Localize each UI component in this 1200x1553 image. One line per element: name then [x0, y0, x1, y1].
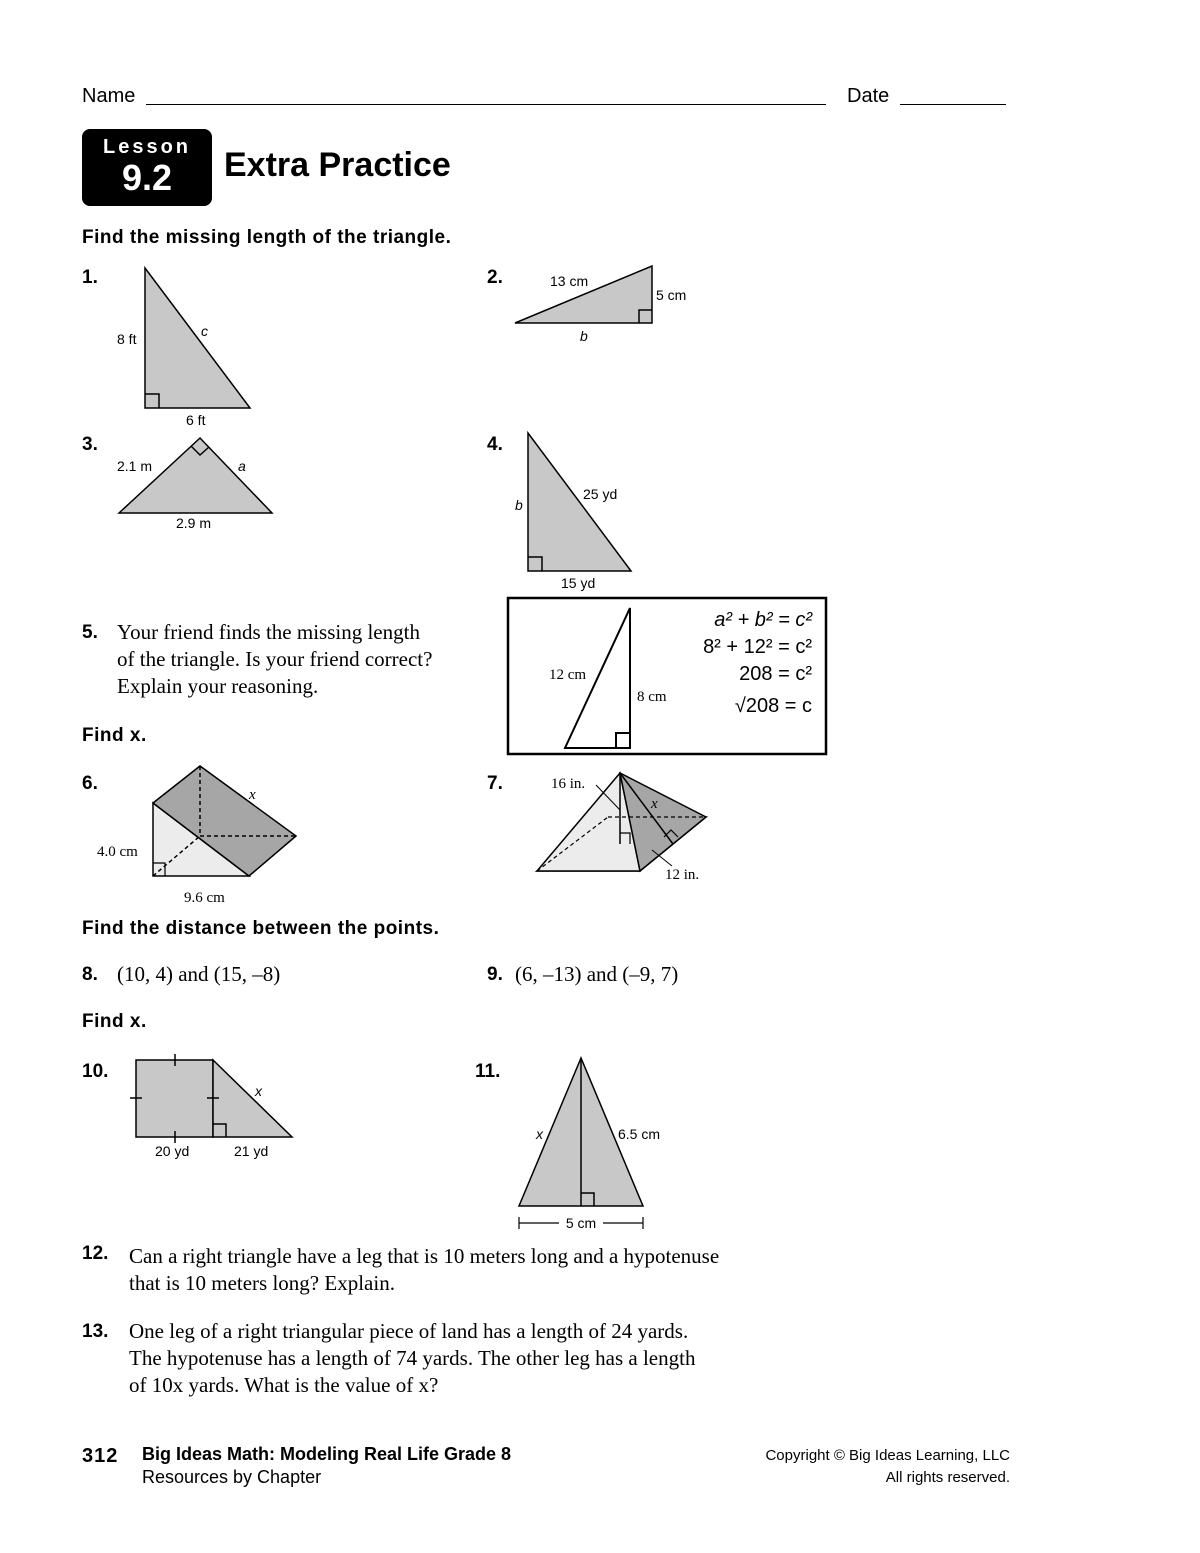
label-5cm: 5 cm — [656, 287, 687, 303]
label-8ft: 8 ft — [117, 331, 137, 347]
instruction-missing-length: Find the missing length of the triangle. — [82, 227, 452, 248]
problem-12-line: that is 10 meters long? Explain. — [129, 1271, 395, 1295]
problem-7-figure — [530, 765, 730, 890]
instruction-find-x: Find x. — [82, 725, 147, 746]
label-x: x — [249, 787, 256, 803]
problem-12-number: 12. — [82, 1243, 109, 1264]
name-label: Name — [82, 85, 136, 107]
instruction-distance: Find the distance between the points. — [82, 918, 440, 939]
problem-12-line: Can a right triangle have a leg that is 10 meters long and a hypotenuse — [129, 1244, 720, 1268]
label-15yd: 15 yd — [561, 575, 596, 591]
label-9-6cm: 9.6 cm — [184, 890, 225, 906]
label-6ft: 6 ft — [186, 412, 206, 428]
label-x: x — [651, 796, 658, 812]
triangle-shape — [213, 1060, 292, 1137]
label-4-0cm: 4.0 cm — [97, 844, 138, 860]
label-x: x — [536, 1126, 543, 1142]
label-c: c — [201, 323, 208, 339]
problem-11-number: 11. — [475, 1061, 501, 1082]
triangle-shape — [145, 268, 250, 408]
triangle-shape — [528, 433, 631, 571]
instruction-find-x: Find x. — [82, 1011, 147, 1032]
problem-2-figure — [505, 260, 705, 350]
book-subtitle: Resources by Chapter — [142, 1467, 322, 1487]
problem-13-line: of 10x yards. What is the value of x? — [129, 1373, 439, 1397]
label-12cm: 12 cm — [549, 667, 587, 683]
problem-4-number: 4. — [487, 434, 503, 455]
problem-13-number: 13. — [82, 1321, 109, 1342]
date-label: Date — [847, 85, 890, 107]
problem-8-text: (10, 4) and (15, –8) — [117, 962, 281, 986]
problem-13-line: One leg of a right triangular piece of land has a length of 24 yards. — [129, 1319, 689, 1343]
problem-10-figure — [125, 1050, 305, 1165]
label-8cm: 8 cm — [637, 689, 667, 705]
label-6-5cm: 6.5 cm — [618, 1126, 661, 1142]
page-title: Extra Practice — [224, 146, 451, 184]
problem-9-text: (6, –13) and (–9, 7) — [515, 962, 679, 986]
label-20yd: 20 yd — [155, 1143, 190, 1159]
lesson-badge — [82, 129, 212, 206]
copyright: Copyright © Big Ideas Learning, LLC — [765, 1447, 1010, 1464]
label-16in: 16 in. — [551, 776, 586, 792]
label-x: x — [255, 1083, 262, 1099]
problem-11-figure — [505, 1050, 675, 1235]
label-a: a — [238, 458, 246, 474]
problem-6-number: 6. — [82, 773, 98, 794]
label-b: b — [580, 328, 588, 344]
label-5cm: 5 cm — [565, 1215, 597, 1231]
book-title: Big Ideas Math: Modeling Real Life Grade 8 — [142, 1444, 512, 1464]
work-line-4: √208 = c — [734, 695, 812, 717]
triangle-shape — [119, 438, 272, 513]
problem-2-number: 2. — [487, 267, 503, 288]
label-b: b — [515, 497, 523, 513]
lesson-number: 9.2 — [121, 157, 173, 198]
name-line — [146, 104, 826, 105]
problem-5-line: of the triangle. Is your friend correct? — [117, 647, 433, 671]
lesson-label: Lesson — [102, 136, 192, 158]
square-shape — [136, 1060, 213, 1137]
problem-9-number: 9. — [487, 964, 503, 985]
problem-7-number: 7. — [487, 773, 503, 794]
rights-reserved: All rights reserved. — [885, 1469, 1010, 1486]
problem-5-line: Your friend finds the missing length — [117, 620, 420, 644]
problem-5-figure — [506, 596, 830, 758]
problem-6-figure — [90, 760, 310, 910]
problem-5-line: Explain your reasoning. — [117, 674, 319, 698]
problem-13-text — [129, 1318, 695, 1399]
label-25yd: 25 yd — [583, 486, 618, 502]
problem-1-figure — [100, 260, 280, 430]
problem-1-number: 1. — [82, 267, 98, 288]
problem-3-number: 3. — [82, 434, 98, 455]
work-line-2: 8² + 12² = c² — [703, 636, 812, 658]
problem-4-figure — [505, 425, 655, 595]
problem-3-figure — [100, 430, 290, 535]
problem-5-number: 5. — [82, 622, 98, 643]
problem-10-number: 10. — [82, 1061, 109, 1082]
label-12in: 12 in. — [665, 867, 700, 883]
label-21yd: 21 yd — [234, 1143, 269, 1159]
label-13cm: 13 cm — [550, 273, 589, 289]
label-2-9m: 2.9 m — [176, 515, 212, 531]
page-number: 312 — [82, 1445, 119, 1467]
work-line-1: a² + b² = c² — [714, 609, 812, 631]
date-line — [900, 104, 1006, 105]
problem-13-line: The hypotenuse has a length of 74 yards. The other leg has a length — [129, 1346, 696, 1370]
problem-8-number: 8. — [82, 964, 98, 985]
problem-5-text — [117, 619, 432, 700]
work-line-3: 208 = c² — [739, 663, 812, 685]
problem-12-text — [129, 1243, 719, 1297]
label-2-1m: 2.1 m — [117, 458, 153, 474]
